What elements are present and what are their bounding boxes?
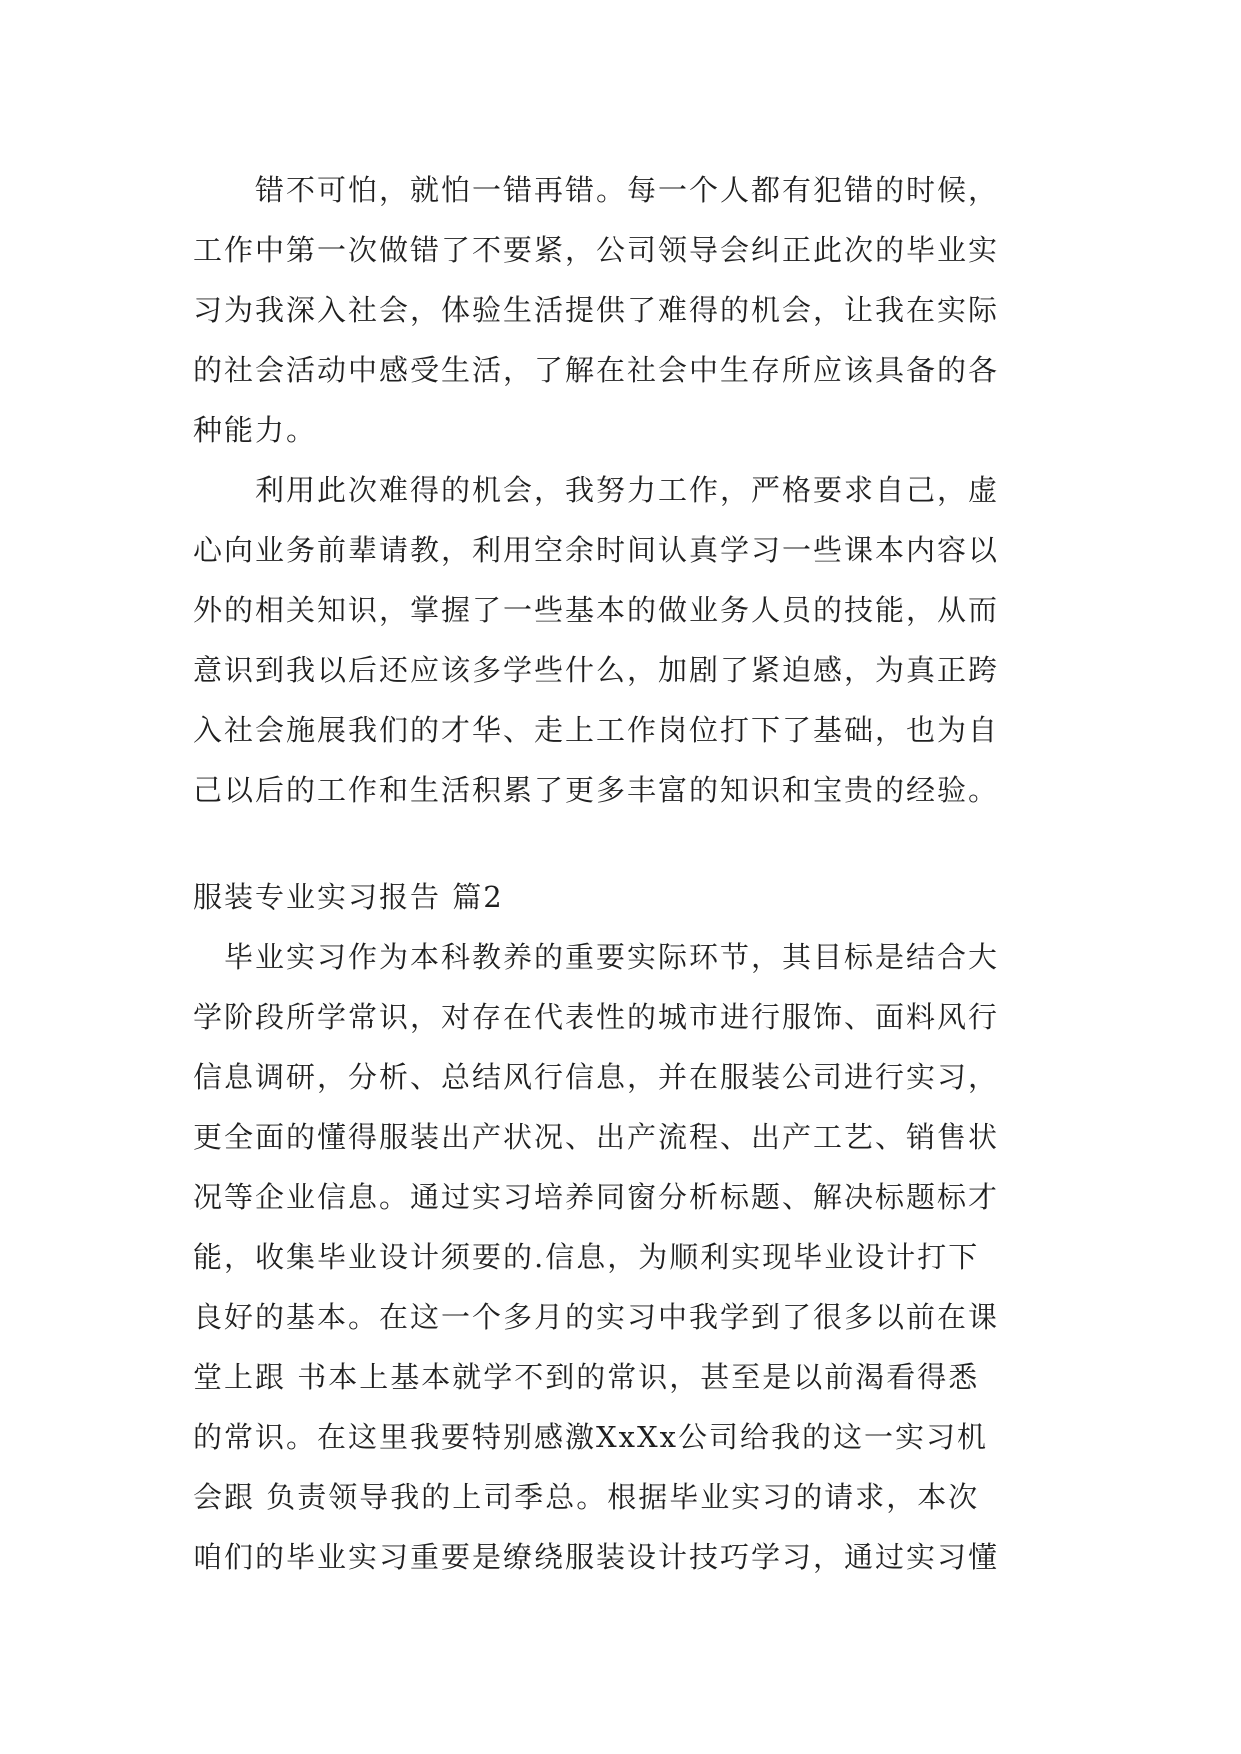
paragraph-line: 况等企业信息。通过实习培养同窗分析标题、解决标题标才 [193, 1180, 1000, 1214]
paragraph-line: 会跟 负责领导我的上司季总。根据毕业实习的请求，本次 [193, 1480, 980, 1514]
paragraph-line: 入社会施展我们的才华、走上工作岗位打下了基础，也为自 [193, 713, 1000, 747]
paragraph-line: 良好的基本。在这一个多月的实习中我学到了很多以前在课 [193, 1300, 1000, 1334]
paragraph-line: 外的相关知识，掌握了一些基本的做业务人员的技能，从而 [193, 593, 1000, 627]
paragraph-line: 学阶段所学常识，对存在代表性的城市进行服饰、面料风行 [193, 1000, 1000, 1034]
paragraph-line: 信息调研，分析、总结风行信息，并在服装公司进行实习， [193, 1060, 1000, 1094]
paragraph-line: 利用此次难得的机会，我努力工作，严格要求自己，虚 [193, 473, 1000, 507]
section-heading: 服装专业实习报告 篇2 [193, 880, 504, 914]
paragraph-line: 更全面的懂得服装出产状况、出产流程、出产工艺、销售状 [193, 1120, 1000, 1154]
paragraph-line: 能，收集毕业设计须要的.信息，为顺利实现毕业设计打下 [193, 1240, 980, 1274]
paragraph-line: 错不可怕，就怕一错再错。每一个人都有犯错的时候， [193, 173, 1000, 207]
paragraph-line: 的社会活动中感受生活，了解在社会中生存所应该具备的各 [193, 353, 1000, 387]
paragraph-line: 心向业务前辈请教，利用空余时间认真学习一些课本内容以 [193, 533, 1000, 567]
paragraph-line: 意识到我以后还应该多学些什么，加剧了紧迫感，为真正跨 [193, 653, 1000, 687]
paragraph-line: 种能力。 [193, 413, 318, 447]
paragraph-line: 咱们的毕业实习重要是缭绕服装设计技巧学习，通过实习懂 [193, 1540, 1000, 1574]
paragraph-line: 己以后的工作和生活积累了更多丰富的知识和宝贵的经验。 [193, 773, 1000, 807]
paragraph-line: 堂上跟 书本上基本就学不到的常识，甚至是以前渴看得悉 [193, 1360, 980, 1394]
paragraph-line: 工作中第一次做错了不要紧，公司领导会纠正此次的毕业实 [193, 233, 1000, 267]
paragraph-line: 的常识。在这里我要特别感激XxXx公司给我的这一实习机 [193, 1420, 989, 1454]
paragraph-line: 毕业实习作为本科教养的重要实际环节，其目标是结合大 [193, 940, 1000, 974]
paragraph-line: 习为我深入社会，体验生活提供了难得的机会，让我在实际 [193, 293, 1000, 327]
